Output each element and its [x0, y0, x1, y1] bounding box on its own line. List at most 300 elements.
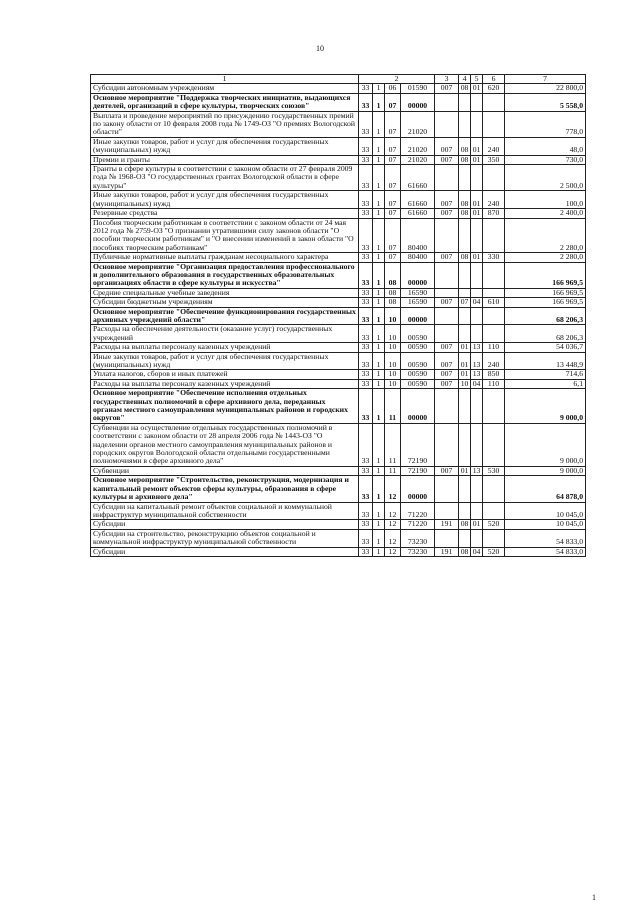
section-cell [459, 93, 471, 111]
subsection-cell [471, 307, 483, 325]
program-code-cell: 33 [359, 379, 373, 388]
subsection-cell: 01 [471, 84, 483, 93]
program-code-cell: 33 [359, 218, 373, 253]
section-cell [459, 502, 471, 520]
table-row [91, 288, 586, 297]
event-code-cell: 10 [385, 325, 401, 343]
admin-code-cell: 007 [435, 379, 459, 388]
row-name-cell: Основное мероприятие "Обеспечение функционирования государственных архивных учреждений области" [91, 307, 359, 325]
table-row [91, 111, 586, 137]
admin-code-cell [435, 262, 459, 288]
section-cell [459, 307, 471, 325]
subsection-cell: 01 [471, 209, 483, 218]
row-name-cell: Выплата и проведение мероприятий по присуждению государственных премий по закону области от 10 февраля 2008 года № 1749-ОЗ "О премиях Вологодской области" [91, 111, 359, 137]
table-row [91, 262, 586, 288]
corner-mark: 1 [592, 893, 596, 902]
expense-type-cell [483, 389, 505, 424]
direction-code-cell: 73230 [401, 547, 435, 556]
direction-code-cell: 72190 [401, 466, 435, 475]
section-cell: 08 [459, 191, 471, 209]
subsection-cell: 13 [471, 343, 483, 352]
event-code-cell: 10 [385, 352, 401, 370]
subprogram-code-cell: 1 [373, 370, 385, 379]
expense-type-cell: 520 [483, 547, 505, 556]
section-cell: 10 [459, 379, 471, 388]
section-cell [459, 423, 471, 466]
table-row [91, 502, 586, 520]
direction-code-cell: 00590 [401, 343, 435, 352]
subprogram-code-cell: 1 [373, 191, 385, 209]
subsection-cell [471, 325, 483, 343]
amount-cell: 2 400,0 [505, 209, 586, 218]
direction-code-cell: 16590 [401, 298, 435, 307]
amount-cell: 100,0 [505, 191, 586, 209]
admin-code-cell [435, 502, 459, 520]
event-code-cell: 07 [385, 165, 401, 191]
row-name-cell: Субсидии [91, 520, 359, 529]
expense-type-cell: 520 [483, 520, 505, 529]
row-name-cell: Премии и гранты [91, 155, 359, 164]
expense-type-cell: 240 [483, 352, 505, 370]
expense-type-cell: 350 [483, 155, 505, 164]
subprogram-code-cell: 1 [373, 476, 385, 502]
section-cell: 07 [459, 298, 471, 307]
amount-cell: 166 969,5 [505, 298, 586, 307]
event-code-cell: 12 [385, 529, 401, 547]
amount-cell: 730,0 [505, 155, 586, 164]
section-cell: 01 [459, 343, 471, 352]
section-cell [459, 218, 471, 253]
event-code-cell: 07 [385, 155, 401, 164]
header-cell-amount: 7 [505, 75, 586, 84]
section-cell: 08 [459, 253, 471, 262]
direction-code-cell: 00000 [401, 93, 435, 111]
admin-code-cell: 007 [435, 298, 459, 307]
table-row [91, 307, 586, 325]
subsection-cell: 13 [471, 352, 483, 370]
table-row [91, 476, 586, 502]
expense-type-cell [483, 325, 505, 343]
program-code-cell: 33 [359, 165, 373, 191]
admin-code-cell [435, 423, 459, 466]
subsection-cell [471, 389, 483, 424]
table-row [91, 218, 586, 253]
subprogram-code-cell: 1 [373, 262, 385, 288]
row-name-cell: Резервные средства [91, 209, 359, 218]
amount-cell: 166 969,5 [505, 288, 586, 297]
subprogram-code-cell: 1 [373, 84, 385, 93]
direction-code-cell: 00590 [401, 352, 435, 370]
subsection-cell: 13 [471, 466, 483, 475]
amount-cell: 54 833,0 [505, 547, 586, 556]
amount-cell: 9 000,0 [505, 389, 586, 424]
event-code-cell: 07 [385, 137, 401, 155]
header-row [91, 75, 586, 84]
program-code-cell: 33 [359, 389, 373, 424]
program-code-cell: 33 [359, 476, 373, 502]
event-code-cell: 11 [385, 466, 401, 475]
direction-code-cell: 61660 [401, 209, 435, 218]
section-cell: 08 [459, 155, 471, 164]
table-row [91, 343, 586, 352]
subsection-cell: 04 [471, 379, 483, 388]
admin-code-cell: 191 [435, 520, 459, 529]
section-cell [459, 288, 471, 297]
program-code-cell: 33 [359, 547, 373, 556]
admin-code-cell: 007 [435, 370, 459, 379]
section-cell: 08 [459, 547, 471, 556]
section-cell: 08 [459, 137, 471, 155]
subprogram-code-cell: 1 [373, 343, 385, 352]
admin-code-cell [435, 529, 459, 547]
subprogram-code-cell: 1 [373, 529, 385, 547]
program-code-cell: 33 [359, 423, 373, 466]
table-row [91, 253, 586, 262]
subsection-cell: 01 [471, 253, 483, 262]
section-cell: 01 [459, 466, 471, 475]
expense-type-cell: 530 [483, 466, 505, 475]
section-cell [459, 325, 471, 343]
header-cell-expense-type: 6 [483, 75, 505, 84]
subprogram-code-cell: 1 [373, 389, 385, 424]
row-name-cell: Субсидии бюджетным учреждениям [91, 298, 359, 307]
direction-code-cell: 00000 [401, 307, 435, 325]
subprogram-code-cell: 1 [373, 379, 385, 388]
amount-cell: 2 280,0 [505, 218, 586, 253]
amount-cell: 778,0 [505, 111, 586, 137]
header-cell-section: 4 [459, 75, 471, 84]
direction-code-cell: 71220 [401, 502, 435, 520]
event-code-cell: 12 [385, 476, 401, 502]
amount-cell: 9 000,0 [505, 423, 586, 466]
direction-code-cell: 16590 [401, 288, 435, 297]
section-cell [459, 476, 471, 502]
event-code-cell: 08 [385, 288, 401, 297]
table-row [91, 84, 586, 93]
expense-type-cell [483, 476, 505, 502]
table-row [91, 520, 586, 529]
table-row [91, 379, 586, 388]
expense-type-cell [483, 423, 505, 466]
expense-type-cell [483, 529, 505, 547]
section-cell [459, 165, 471, 191]
event-code-cell: 07 [385, 253, 401, 262]
table-row [91, 191, 586, 209]
section-cell [459, 111, 471, 137]
row-name-cell: Основное мероприятие "Организация предоставления профессионального и дополнительного образования в государственных образовательных организациях области в сфере культуры и искусства" [91, 262, 359, 288]
table-row [91, 298, 586, 307]
event-code-cell: 07 [385, 218, 401, 253]
amount-cell: 9 000,0 [505, 466, 586, 475]
expense-type-cell [483, 262, 505, 288]
subsection-cell [471, 111, 483, 137]
row-name-cell: Расходы на обеспечение деятельности (оказание услуг) государственных учреждений [91, 325, 359, 343]
admin-code-cell: 007 [435, 466, 459, 475]
program-code-cell: 33 [359, 466, 373, 475]
expense-type-cell [483, 307, 505, 325]
amount-cell: 5 558,0 [505, 93, 586, 111]
amount-cell: 54 833,0 [505, 529, 586, 547]
section-cell [459, 529, 471, 547]
table-row [91, 209, 586, 218]
event-code-cell: 08 [385, 298, 401, 307]
admin-code-cell [435, 307, 459, 325]
program-code-cell: 33 [359, 155, 373, 164]
table-row [91, 370, 586, 379]
subprogram-code-cell: 1 [373, 218, 385, 253]
row-name-cell: Субсидии на строительство, реконструкцию объектов социальной и коммунальной инфраструктур муниципальной собственности [91, 529, 359, 547]
program-code-cell: 33 [359, 253, 373, 262]
program-code-cell: 33 [359, 288, 373, 297]
expense-type-cell: 620 [483, 84, 505, 93]
subprogram-code-cell: 1 [373, 137, 385, 155]
subsection-cell [471, 262, 483, 288]
expense-type-cell [483, 502, 505, 520]
subprogram-code-cell: 1 [373, 547, 385, 556]
subprogram-code-cell: 1 [373, 298, 385, 307]
admin-code-cell [435, 165, 459, 191]
row-name-cell: Субвенции на осуществление отдельных государственных полномочий в соответствии с законом области от 28 апреля 2006 года № 1443-ОЗ "О наделении органов местного самоуправления муниципальных районов и городских округов Вологодской области отдельными государственными полномочиями в сфере архивного дела" [91, 423, 359, 466]
direction-code-cell: 80400 [401, 253, 435, 262]
event-code-cell: 10 [385, 343, 401, 352]
row-name-cell: Иные закупки товаров, работ и услуг для обеспечения государственных (муниципальных) нужд [91, 352, 359, 370]
admin-code-cell [435, 288, 459, 297]
subprogram-code-cell: 1 [373, 165, 385, 191]
amount-cell: 10 045,0 [505, 502, 586, 520]
subsection-cell: 04 [471, 298, 483, 307]
program-code-cell: 33 [359, 93, 373, 111]
expense-type-cell [483, 93, 505, 111]
event-code-cell: 07 [385, 209, 401, 218]
direction-code-cell: 00590 [401, 379, 435, 388]
program-code-cell: 33 [359, 298, 373, 307]
admin-code-cell: 191 [435, 547, 459, 556]
header-cell-subsection: 5 [471, 75, 483, 84]
admin-code-cell: 007 [435, 191, 459, 209]
expense-type-cell: 240 [483, 191, 505, 209]
direction-code-cell: 21020 [401, 137, 435, 155]
expense-type-cell: 610 [483, 298, 505, 307]
expense-type-cell: 110 [483, 379, 505, 388]
row-name-cell: Расходы на выплаты персоналу казенных учреждений [91, 379, 359, 388]
section-cell: 01 [459, 352, 471, 370]
row-name-cell: Основное мероприятие "Поддержка творческих инициатив, выдающихся деятелей, организаций в сфере культуры, творческих союзов" [91, 93, 359, 111]
subsection-cell [471, 423, 483, 466]
subsection-cell: 01 [471, 520, 483, 529]
row-name-cell: Субсидии [91, 547, 359, 556]
table-row [91, 325, 586, 343]
row-name-cell: Основное мероприятие "Строительство, реконструкция, модернизация и капитальный ремонт объектов сферы культуры, образования в сфере культуры и архивного дела" [91, 476, 359, 502]
amount-cell: 6,1 [505, 379, 586, 388]
budget-table [90, 74, 586, 557]
expense-type-cell: 240 [483, 137, 505, 155]
direction-code-cell: 71220 [401, 520, 435, 529]
row-name-cell: Пособия творческим работникам в соответствии с законом области от 24 мая 2012 года № 2759-ОЗ "О признании утратившими силу законов области "О пособии творческим работникам" и "О внесении изменений в закон области "О пособиях творческим работникам" [91, 218, 359, 253]
expense-type-cell: 330 [483, 253, 505, 262]
subsection-cell: 01 [471, 137, 483, 155]
subprogram-code-cell: 1 [373, 423, 385, 466]
admin-code-cell: 007 [435, 155, 459, 164]
program-code-cell: 33 [359, 262, 373, 288]
row-name-cell: Расходы на выплаты персоналу казенных учреждений [91, 343, 359, 352]
table-row [91, 93, 586, 111]
table-row [91, 389, 586, 424]
event-code-cell: 10 [385, 370, 401, 379]
section-cell [459, 389, 471, 424]
event-code-cell: 08 [385, 262, 401, 288]
admin-code-cell [435, 93, 459, 111]
admin-code-cell: 007 [435, 84, 459, 93]
amount-cell: 68 206,3 [505, 307, 586, 325]
subprogram-code-cell: 1 [373, 352, 385, 370]
subprogram-code-cell: 1 [373, 502, 385, 520]
event-code-cell: 12 [385, 520, 401, 529]
subsection-cell [471, 529, 483, 547]
program-code-cell: 33 [359, 137, 373, 155]
amount-cell: 714,6 [505, 370, 586, 379]
admin-code-cell: 007 [435, 352, 459, 370]
direction-code-cell: 61660 [401, 165, 435, 191]
event-code-cell: 07 [385, 93, 401, 111]
amount-cell: 13 448,9 [505, 352, 586, 370]
subprogram-code-cell: 1 [373, 93, 385, 111]
program-code-cell: 33 [359, 520, 373, 529]
direction-code-cell: 00000 [401, 262, 435, 288]
table-row [91, 352, 586, 370]
event-code-cell: 12 [385, 547, 401, 556]
event-code-cell: 07 [385, 191, 401, 209]
direction-code-cell: 21020 [401, 111, 435, 137]
direction-code-cell: 01590 [401, 84, 435, 93]
subsection-cell: 01 [471, 191, 483, 209]
subprogram-code-cell: 1 [373, 520, 385, 529]
row-name-cell: Субсидии на капитальный ремонт объектов социальной и коммунальной инфраструктур муниципальной собственности [91, 502, 359, 520]
subsection-cell [471, 218, 483, 253]
program-code-cell: 33 [359, 84, 373, 93]
section-cell: 01 [459, 370, 471, 379]
section-cell: 08 [459, 209, 471, 218]
direction-code-cell: 80400 [401, 218, 435, 253]
amount-cell: 166 969,5 [505, 262, 586, 288]
subsection-cell [471, 502, 483, 520]
admin-code-cell [435, 218, 459, 253]
row-name-cell: Иные закупки товаров, работ и услуг для обеспечения государственных (муниципальных) нужд [91, 137, 359, 155]
subsection-cell: 13 [471, 370, 483, 379]
subprogram-code-cell: 1 [373, 155, 385, 164]
row-name-cell: Субсидии автономным учреждениям [91, 84, 359, 93]
admin-code-cell: 007 [435, 343, 459, 352]
subprogram-code-cell: 1 [373, 466, 385, 475]
event-code-cell: 11 [385, 389, 401, 424]
expense-type-cell: 870 [483, 209, 505, 218]
program-code-cell: 33 [359, 502, 373, 520]
page-number: 10 [316, 44, 324, 53]
subprogram-code-cell: 1 [373, 307, 385, 325]
expense-type-cell [483, 218, 505, 253]
admin-code-cell [435, 111, 459, 137]
row-name-cell: Основное мероприятие "Обеспечение исполнения отдельных государственных полномочий в сфере архивного дела, переданных органам местного самоуправления муниципальных районов и городских округов" [91, 389, 359, 424]
row-name-cell: Гранты в сфере культуры в соответствии с законом области от 27 февраля 2009 года № 1968-ОЗ "О государственных грантах Вологодской области в сфере культуры" [91, 165, 359, 191]
subprogram-code-cell: 1 [373, 288, 385, 297]
row-name-cell: Средние специальные учебные заведения [91, 288, 359, 297]
program-code-cell: 33 [359, 209, 373, 218]
event-code-cell: 06 [385, 84, 401, 93]
subprogram-code-cell: 1 [373, 111, 385, 137]
subsection-cell [471, 165, 483, 191]
direction-code-cell: 00590 [401, 325, 435, 343]
table-row [91, 155, 586, 164]
amount-cell: 10 045,0 [505, 520, 586, 529]
direction-code-cell: 72190 [401, 423, 435, 466]
table-row [91, 423, 586, 466]
event-code-cell: 12 [385, 502, 401, 520]
subprogram-code-cell: 1 [373, 253, 385, 262]
event-code-cell: 11 [385, 423, 401, 466]
direction-code-cell: 00590 [401, 370, 435, 379]
table-row [91, 466, 586, 475]
row-name-cell: Публичные нормативные выплаты гражданам несоциального характера [91, 253, 359, 262]
event-code-cell: 10 [385, 379, 401, 388]
subprogram-code-cell: 1 [373, 209, 385, 218]
subsection-cell [471, 93, 483, 111]
program-code-cell: 33 [359, 352, 373, 370]
admin-code-cell: 007 [435, 137, 459, 155]
header-cell-admin: 3 [435, 75, 459, 84]
program-code-cell: 33 [359, 529, 373, 547]
amount-cell: 2 500,0 [505, 165, 586, 191]
header-cell-name: 1 [91, 75, 359, 84]
program-code-cell: 33 [359, 191, 373, 209]
expense-type-cell: 110 [483, 343, 505, 352]
section-cell: 08 [459, 520, 471, 529]
subsection-cell [471, 476, 483, 502]
program-code-cell: 33 [359, 343, 373, 352]
amount-cell: 54 036,7 [505, 343, 586, 352]
subsection-cell: 04 [471, 547, 483, 556]
amount-cell: 48,0 [505, 137, 586, 155]
expense-type-cell [483, 111, 505, 137]
program-code-cell: 33 [359, 370, 373, 379]
subsection-cell: 01 [471, 155, 483, 164]
table-row [91, 165, 586, 191]
amount-cell: 22 800,0 [505, 84, 586, 93]
direction-code-cell: 73230 [401, 529, 435, 547]
direction-code-cell: 00000 [401, 476, 435, 502]
amount-cell: 68 206,3 [505, 325, 586, 343]
subsection-cell [471, 288, 483, 297]
admin-code-cell: 007 [435, 253, 459, 262]
admin-code-cell [435, 389, 459, 424]
program-code-cell: 33 [359, 111, 373, 137]
row-name-cell: Иные закупки товаров, работ и услуг для обеспечения государственных (муниципальных) нужд [91, 191, 359, 209]
expense-type-cell: 850 [483, 370, 505, 379]
amount-cell: 64 878,0 [505, 476, 586, 502]
direction-code-cell: 61660 [401, 191, 435, 209]
admin-code-cell [435, 476, 459, 502]
direction-code-cell: 00000 [401, 389, 435, 424]
program-code-cell: 33 [359, 325, 373, 343]
section-cell [459, 262, 471, 288]
section-cell: 08 [459, 84, 471, 93]
table-row [91, 529, 586, 547]
event-code-cell: 10 [385, 307, 401, 325]
expense-type-cell [483, 288, 505, 297]
program-code-cell: 33 [359, 307, 373, 325]
amount-cell: 2 280,0 [505, 253, 586, 262]
admin-code-cell: 007 [435, 209, 459, 218]
expense-type-cell [483, 165, 505, 191]
subprogram-code-cell: 1 [373, 325, 385, 343]
